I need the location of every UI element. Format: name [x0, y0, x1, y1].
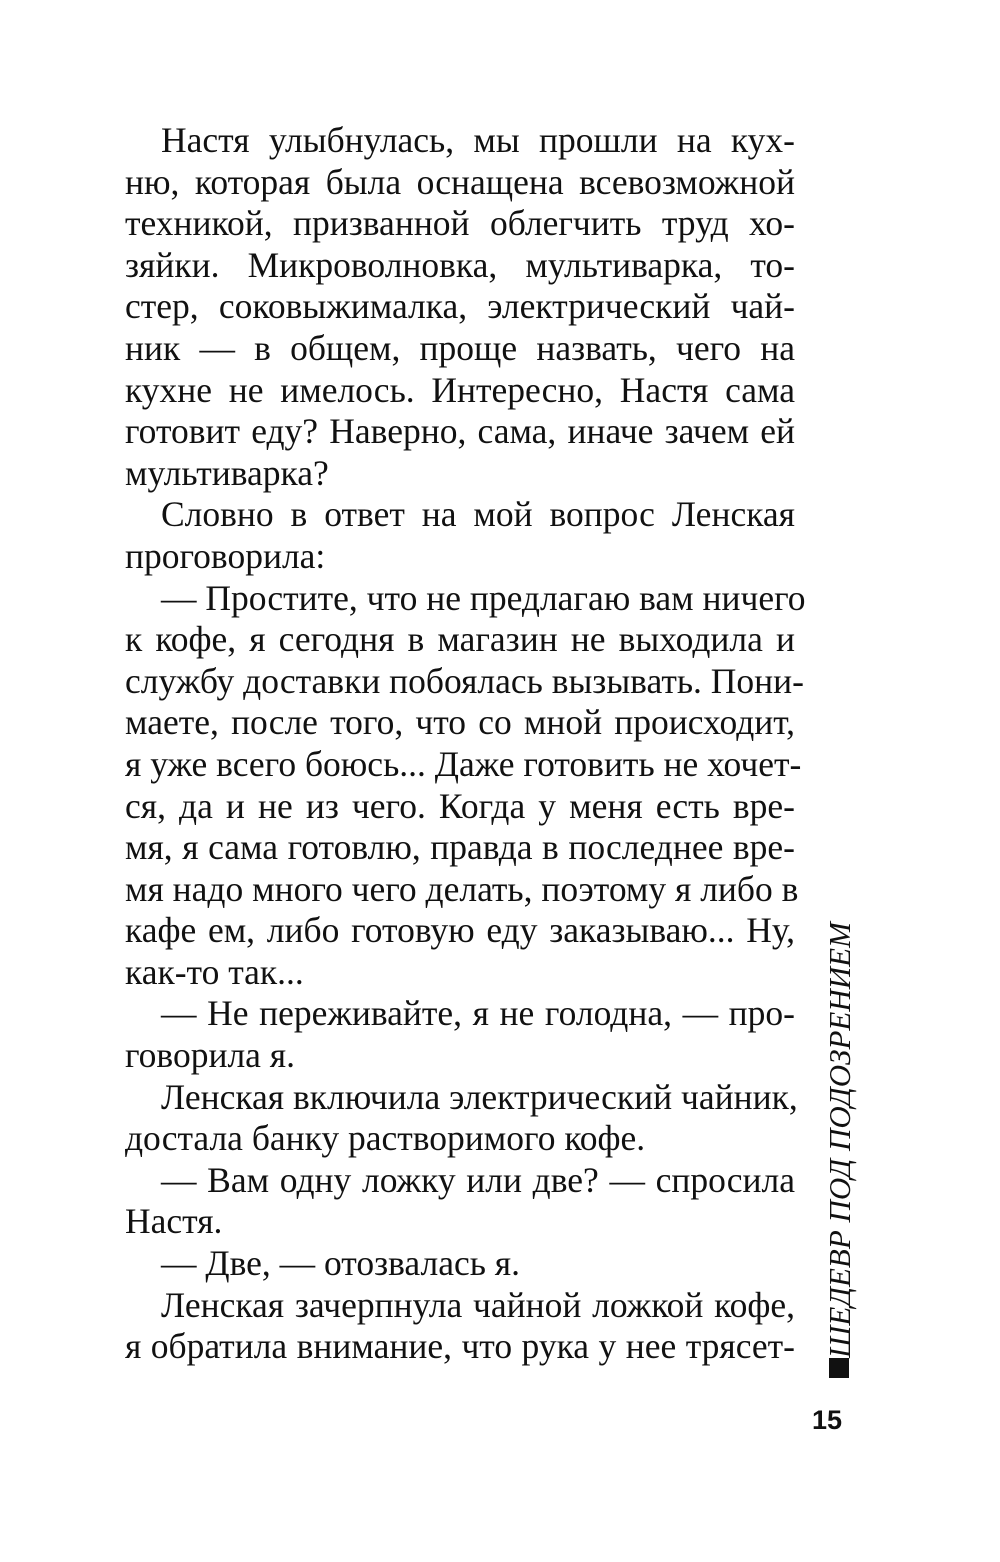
text-line: Словно в ответ на мой вопрос Ленская	[161, 494, 795, 535]
text-line: кухне не имелось. Интересно, Настя сама	[125, 369, 795, 410]
text-line: — Вам одну ложку или две? — спросила	[161, 1159, 795, 1200]
text-line: — Простите, что не предлагаю вам ничего	[161, 577, 806, 618]
text-line: говорила я.	[125, 1035, 295, 1076]
square-bullet-icon	[829, 1358, 849, 1378]
text-line: мя надо много чего делать, поэтому я либо в	[125, 868, 799, 909]
text-line: Настя.	[125, 1201, 223, 1242]
text-line: — Две, — отозвалась я.	[161, 1243, 520, 1284]
text-line: Настя улыбнулась, мы прошли на кух-	[161, 120, 795, 160]
text-line: проговорила:	[125, 535, 326, 576]
text-line: кафе ем, либо готовую еду заказываю... Ну,	[125, 910, 795, 951]
text-line: достала банку растворимого кофе.	[125, 1118, 646, 1159]
text-line: готовит еду? Наверно, сама, иначе зачем ей	[125, 411, 795, 452]
text-line: — Не переживайте, я не голодна, — про-	[161, 993, 795, 1034]
text-line: мультиварка?	[125, 452, 329, 493]
running-head	[818, 912, 862, 1358]
text-line: службу доставки побоялась вызывать. Пони-	[125, 660, 804, 701]
page-number: 15	[812, 1405, 843, 1435]
body-text	[125, 120, 806, 1368]
text-line: я уже всего боюсь... Даже готовить не хочет-	[125, 743, 802, 784]
text-line: Ленская зачерпнула чайной ложкой кофе,	[161, 1284, 795, 1325]
text-line: мя, я сама готовлю, правда в последнее вре-	[125, 827, 795, 868]
text-line: к кофе, я сегодня в магазин не выходила и	[125, 619, 795, 660]
text-line: ся, да и не из чего. Когда у меня есть вре-	[125, 785, 795, 826]
text-line: техникой, призванной облегчить труд хо-	[125, 203, 795, 244]
text-line: маете, после того, что со мной происходит,	[125, 702, 795, 743]
text-line: стер, соковыжималка, электрический чай-	[125, 286, 795, 327]
running-head-title: ШЕДЕВР ПОД ПОДОЗРЕНИЕМ	[822, 922, 857, 1358]
text-line: ник — в общем, проще назвать, чего на	[125, 327, 795, 368]
text-line: я обратила внимание, что рука у нее трясет-	[125, 1326, 795, 1367]
text-line: Ленская включила электрический чайник,	[161, 1076, 798, 1117]
text-line: как-то так...	[125, 951, 304, 992]
text-line: зяйки. Микроволновка, мультиварка, то-	[125, 244, 795, 285]
text-line: ню, которая была оснащена всевозможной	[125, 161, 795, 202]
